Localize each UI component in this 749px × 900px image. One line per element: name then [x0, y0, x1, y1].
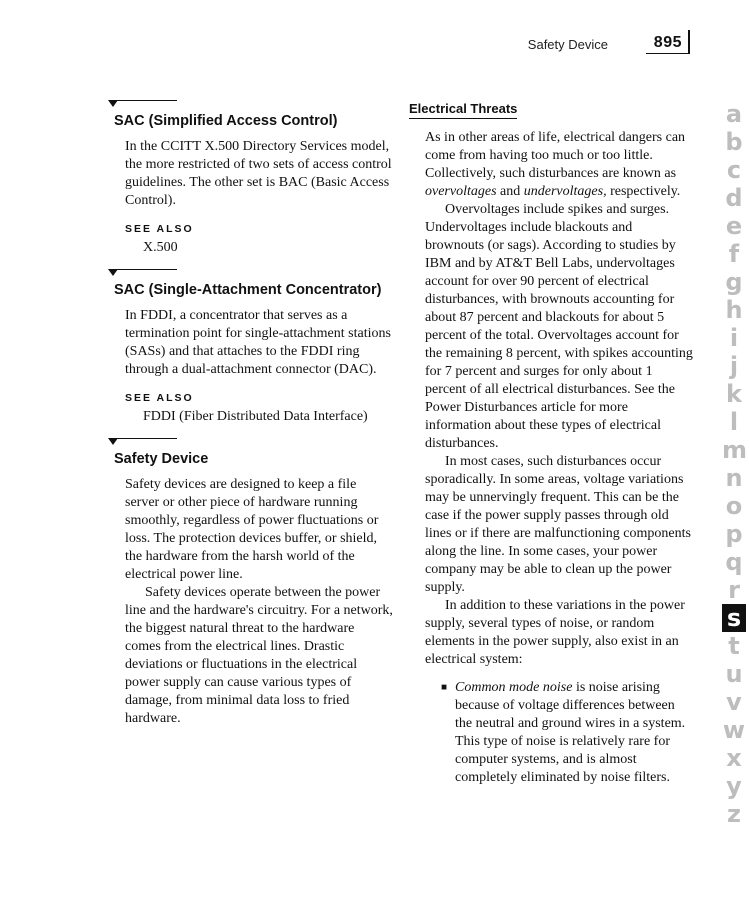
thumb-tab-q[interactable]: q: [725, 548, 743, 576]
thumb-tab-y[interactable]: y: [726, 772, 742, 800]
see-also-label: SEE ALSO: [125, 392, 194, 404]
paragraph-text: As in other areas of life, electrical dangers can come from having too much or too little. Collectively, such disturbances are known as: [425, 130, 686, 181]
right-column: [407, 100, 694, 787]
marker-rule: [111, 438, 177, 439]
see-also-label: SEE ALSO: [125, 223, 194, 235]
paragraph: In addition to these variations in the power supply, several types of noise, or random elements in the power supply, also exist in an electrical system:: [425, 598, 685, 667]
entry-paragraph: Safety devices are designed to keep a file server or other piece of hardware running smoothly, regardless of power fluctuations or loss. The protection devices buffer, or shield, the hardware from the harsh world of the electrical power line.: [125, 477, 379, 582]
triangle-marker-icon: [108, 100, 118, 107]
thumb-tab-h[interactable]: h: [725, 296, 743, 324]
thumb-tab-f[interactable]: f: [728, 240, 740, 268]
thumb-tab-l[interactable]: l: [729, 408, 739, 436]
entry-title: SAC (Single-Attachment Concentrator): [114, 282, 382, 298]
bullet-term: Common mode noise: [455, 680, 573, 695]
page-header: [0, 34, 690, 64]
thumb-tab-m[interactable]: m: [722, 436, 748, 464]
entry-paragraph: In the CCITT X.500 Directory Services model, the more restricted of two sets of access control guidelines. The other set is BAC (Basic Access Control).: [125, 139, 392, 208]
entry-safety-device: [108, 438, 393, 728]
thumb-tab-a[interactable]: a: [725, 100, 743, 128]
thumb-tab-t[interactable]: t: [728, 632, 740, 660]
thumb-tab-k[interactable]: k: [726, 380, 742, 408]
bullet-item: [425, 679, 694, 787]
entry-marker: [108, 269, 393, 279]
paragraph: In most cases, such disturbances occur sporadically. In some areas, voltage variations may be unnervingly frequent. This can be the case if the power supply passes through old lines or if there are malfunctioning components along the line. In some cases, your power company may be able to clean up the power supply.: [425, 454, 691, 595]
marker-rule: [111, 269, 177, 270]
entry-marker: [108, 100, 393, 110]
see-also-reference[interactable]: X.500: [143, 240, 178, 255]
running-head-title: Safety Device: [527, 37, 608, 52]
thumb-tab-p[interactable]: p: [725, 520, 743, 548]
thumb-tab-v[interactable]: v: [726, 688, 742, 716]
entry-body: [125, 476, 393, 728]
entry-marker: [108, 438, 393, 448]
term-overvoltages: overvoltages: [425, 184, 497, 199]
thumb-tab-x[interactable]: x: [726, 744, 742, 772]
thumb-tab-c[interactable]: c: [726, 156, 742, 184]
thumb-tab-z[interactable]: z: [727, 800, 741, 828]
left-column: [108, 100, 393, 728]
marker-rule: [111, 100, 177, 101]
thumb-tab-w[interactable]: w: [722, 716, 746, 744]
paragraph-text: and: [496, 184, 524, 199]
alphabet-thumb-index: [722, 100, 746, 828]
paragraph: Overvoltages include spikes and surges. Undervoltages include blackouts and brownouts (or sags). According to studies by IBM and by AT&T Bell Labs, undervoltages account for over 90 percent of electrical disturbances, with brownouts accounting for about 87 percent and blackouts for about 5 percent of the total. Overvoltages account for the remaining 8 percent, with spikes accounting for 7 percent and surges for only about 1 percent of all electrical disturbances. See the Power Disturbances article for more information about these types of electrical disturbances.: [425, 202, 693, 451]
thumb-tab-j[interactable]: j: [729, 352, 739, 380]
thumb-tab-n[interactable]: n: [725, 464, 743, 492]
entry-paragraph: In FDDI, a concentrator that serves as a termination point for single-attachment stations (SASs) and that attaches to the FDDI ring through a dual-attachment connector (DAC).: [125, 308, 391, 377]
thumb-tab-r[interactable]: r: [728, 576, 740, 604]
entry-sac-simplified: [108, 100, 393, 257]
header-rule-vertical: [688, 30, 690, 54]
page-number: 895: [653, 34, 682, 51]
bullet-text: [455, 679, 694, 787]
paragraph: [425, 129, 694, 201]
thumb-tab-e[interactable]: e: [725, 212, 743, 240]
thumb-tab-i[interactable]: i: [729, 324, 739, 352]
triangle-marker-icon: [108, 438, 118, 445]
header-rule-horizontal: [646, 53, 690, 54]
thumb-tab-g[interactable]: g: [725, 268, 743, 296]
entry-title: SAC (Simplified Access Control): [114, 113, 338, 129]
bullet-description: is noise arising because of voltage differences between the neutral and ground wires in a system. This type of noise is relatively rare for computer systems, and is almost completely eliminated by noise filters.: [455, 680, 686, 785]
see-also-reference[interactable]: FDDI (Fiber Distributed Data Interface): [143, 409, 368, 424]
entry-title: Safety Device: [114, 451, 209, 467]
triangle-marker-icon: [108, 269, 118, 276]
thumb-tab-d[interactable]: d: [725, 184, 743, 212]
entry-body: [125, 138, 393, 210]
thumb-tab-u[interactable]: u: [725, 660, 743, 688]
thumb-tab-o[interactable]: o: [725, 492, 743, 520]
bullet-square-icon: ■: [441, 682, 448, 693]
paragraph-text: respectively.: [606, 184, 681, 199]
term-undervoltages: undervoltages,: [523, 184, 607, 199]
entry-sac-single-attachment: [108, 269, 393, 426]
thumb-tab-s[interactable]: s: [722, 604, 746, 632]
subsection-body: [425, 129, 694, 669]
subsection-heading: Electrical Threats: [409, 101, 517, 119]
entry-paragraph: Safety devices operate between the power line and the hardware's circuitry. For a network, the biggest natural threat to the hardware comes from the electrical lines. Drastic deviations or fluctuations in the electrical power supply can cause various types of damage, from minimal data loss to fried hardware.: [125, 585, 393, 726]
thumb-tab-b[interactable]: b: [725, 128, 743, 156]
entry-body: [125, 307, 393, 379]
